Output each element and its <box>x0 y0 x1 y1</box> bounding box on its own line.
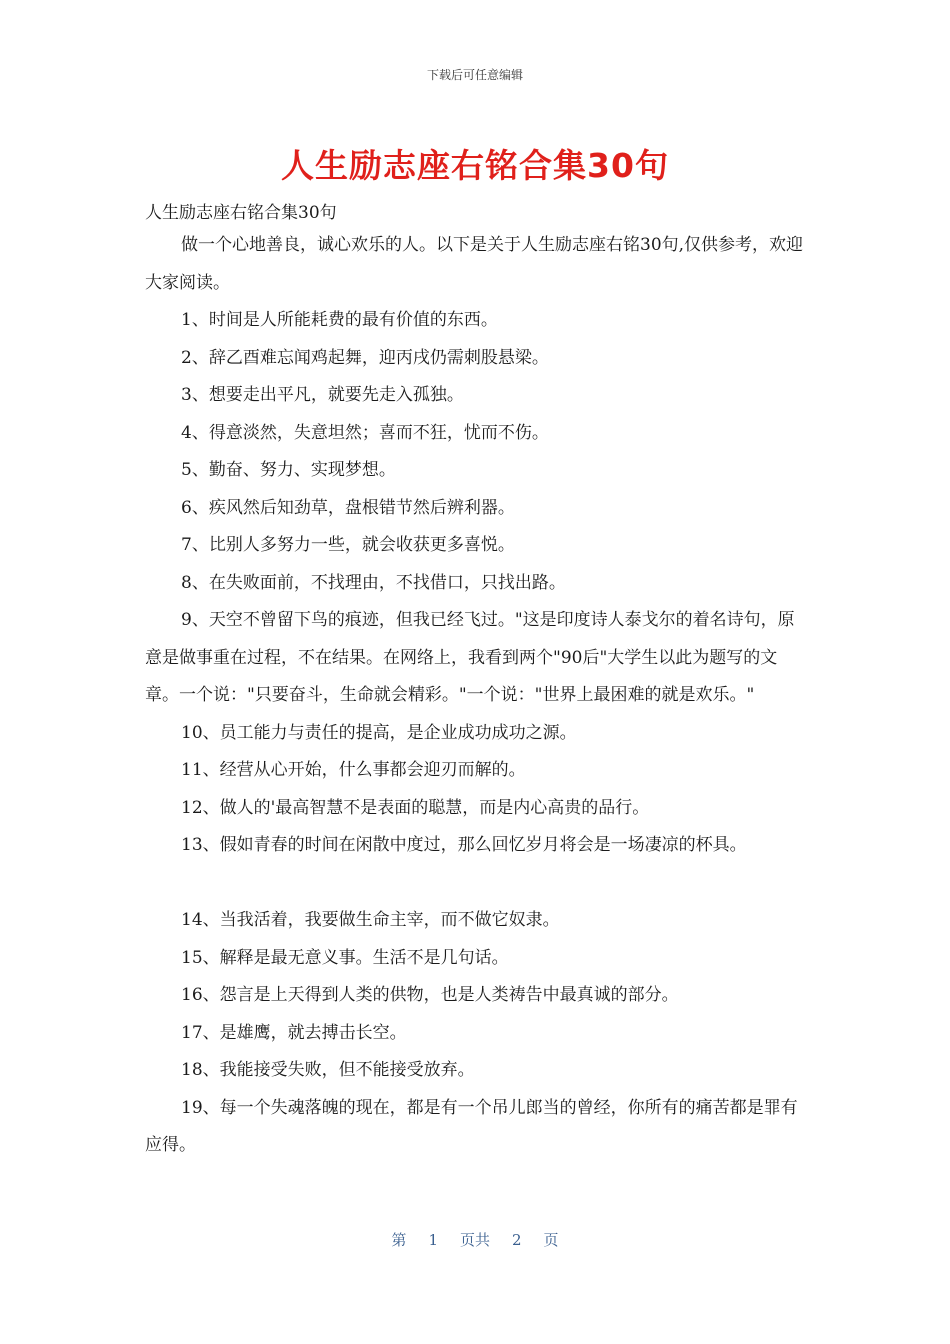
quote-item: 9、天空不曾留下鸟的痕迹，但我已经飞过。"这是印度诗人泰戈尔的着名诗句，原意是做事重在过程，不在结果。在网络上，我看到两个"90后"大学生以此为题写的文章。一个说："只要奋斗，生命就会精彩。"一个说："世界上最困难的就是欢乐。" <box>145 610 795 705</box>
footer-page-suffix: 页 <box>543 1231 559 1249</box>
quote-item: 7、比别人多努力一些，就会收获更多喜悦。 <box>181 535 515 555</box>
quote-item: 2、辞乙酉难忘闻鸡起舞，迎丙戌仍需刺股悬梁。 <box>181 347 549 368</box>
quote-item: 17、是雄鹰，就去搏击长空。 <box>181 1022 407 1043</box>
quote-item: 11、经营从心开始，什么事都会迎刃而解的。 <box>181 760 526 780</box>
quote-item: 19、每一个失魂落魄的现在，都是有一个吊儿郎当的曾经，你所有的痛苦都是罪有应得。 <box>145 1097 798 1155</box>
page-header-note: 下载后可任意编辑 <box>426 68 523 82</box>
document-subtitle: 人生励志座右铭合集30句 <box>145 203 337 223</box>
quote-item: 13、假如青春的时间在闲散中度过，那么回忆岁月将会是一场凄凉的杯具。 <box>181 835 747 855</box>
quote-item: 15、解释是最无意义事。生活不是几句话。 <box>181 947 509 968</box>
footer-page-label: 第 <box>391 1231 407 1249</box>
quote-item: 8、在失败面前，不找理由，不找借口，只找出路。 <box>181 572 566 593</box>
quote-item: 14、当我活着，我要做生命主宰，而不做它奴隶。 <box>181 910 560 930</box>
quote-item: 16、怨言是上天得到人类的供物，也是人类祷告中最真诚的部分。 <box>181 985 679 1005</box>
quote-item: 10、员工能力与责任的提高，是企业成功成功之源。 <box>181 722 577 743</box>
footer-page-number: 1 <box>428 1231 438 1249</box>
quote-item: 4、得意淡然，失意坦然；喜而不狂，忧而不伤。 <box>181 422 549 443</box>
quote-item: 3、想要走出平凡，就要先走入孤独。 <box>181 385 464 405</box>
quote-item: 5、勤奋、努力、实现梦想。 <box>181 460 396 480</box>
footer-total-pages: 2 <box>512 1231 522 1249</box>
document-title: 人生励志座右铭合集30句 <box>281 146 669 185</box>
quote-item: 1、时间是人所能耗费的最有价值的东西。 <box>181 310 498 330</box>
footer-page-separator: 页共 <box>459 1231 490 1249</box>
quote-item: 18、我能接受失败，但不能接受放弃。 <box>181 1060 475 1080</box>
intro-paragraph: 做一个心地善良，诚心欢乐的人。以下是关于人生励志座右铭30句,仅供参考，欢迎大家阅读。 <box>145 235 804 293</box>
page-footer <box>0 1229 950 1250</box>
paragraph-spacer <box>145 865 810 903</box>
quote-item: 12、做人的'最高智慧不是表面的聪慧，而是内心高贵的品行。 <box>181 797 650 818</box>
document-body <box>145 227 810 1165</box>
quote-item: 6、疾风然后知劲草，盘根错节然后辨利器。 <box>181 497 515 518</box>
